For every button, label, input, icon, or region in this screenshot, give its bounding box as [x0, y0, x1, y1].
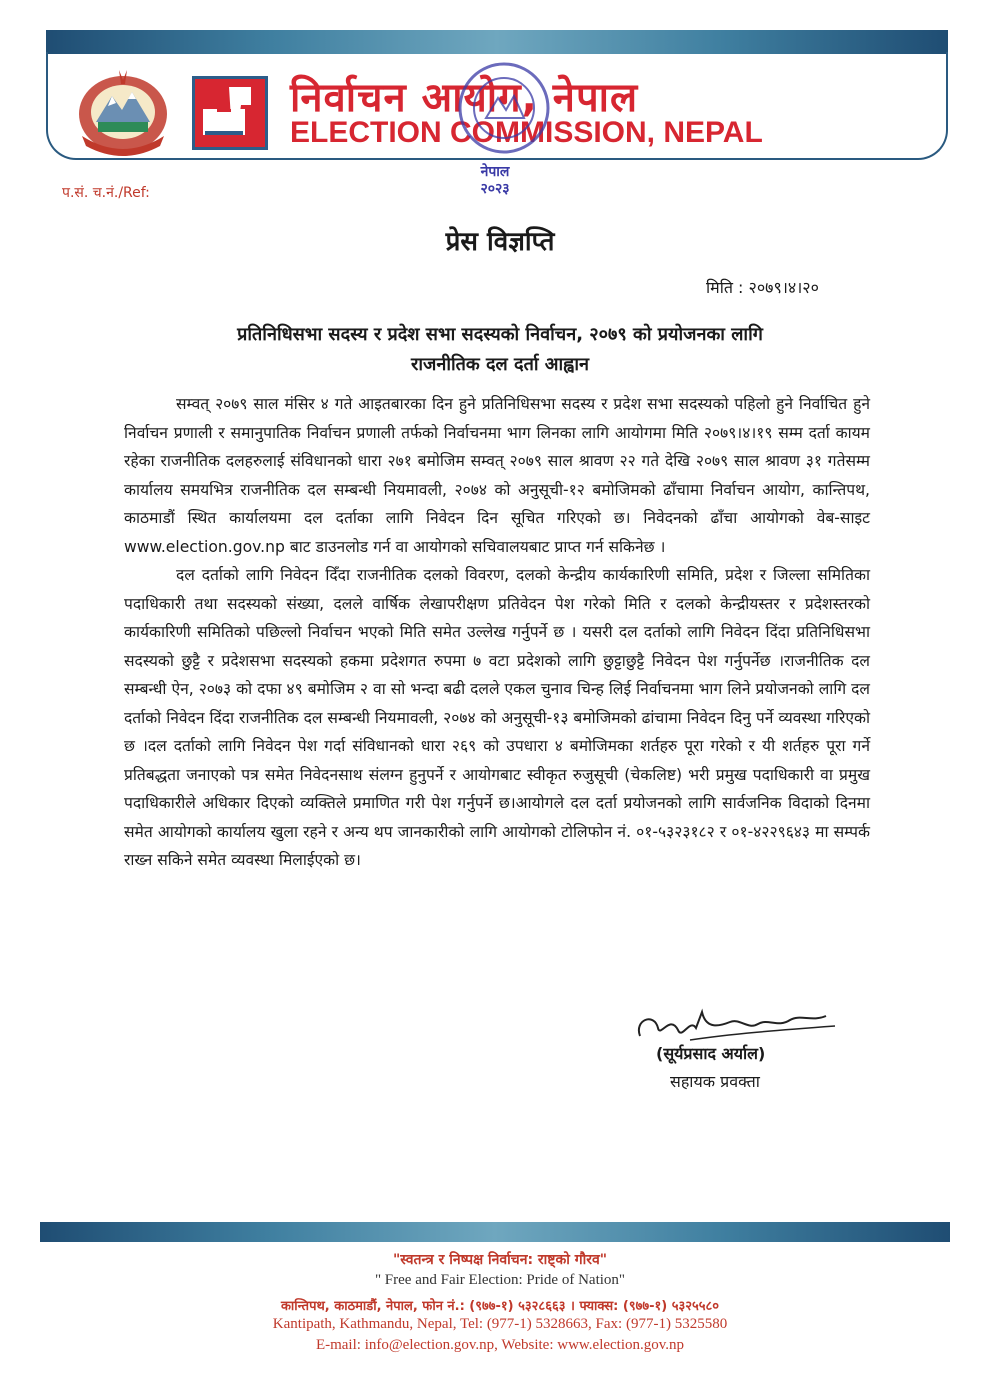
- reference-label: प.सं. च.नं./Ref:: [62, 185, 150, 201]
- footer-address-english: Kantipath, Kathmandu, Nepal, Tel: (977-1) 5328663, Fax: (977-1) 5325580: [272, 1316, 728, 1332]
- org-title-english: ELECTION COMMISSION, NEPAL: [290, 116, 763, 149]
- footer-contact: E-mail: info@election.gov.np, Website: www.election.gov.np: [315, 1337, 685, 1353]
- body-paragraph-2: दल दर्ताको लागि निवेदन दिँदा राजनीतिक दलको विवरण, दलको केन्द्रीय कार्यकारिणी समिति, प्रदेश र जिल्ला समितिका पदाधिकारी तथा सदस्यको संख्या, दलले वार्षिक लेखापरीक्षण प्रतिवेदन पेश गरेको मिति र दलको केन्द्रीयस्तर र प्रदेशस्तरको कार्यकारिणी समितिको पछिल्लो निर्वाचन भएको मिति समेत उल्लेख गर्नुपर्ने छ । यसरी दल दर्ताको लागि निवेदन दिंदा प्रतिनिधिसभा सदस्यको छुट्टै र प्रदेशसभा सदस्यको हकमा प्रदेशगत रुपमा ७ वटा प्रदेशको लागि छुट्टाछुट्टै निवेदन पेश गर्नुपर्नेछ ।राजनीतिक दल सम्बन्धी ऐन, २०७३ को दफा ४९ बमोजिम २ वा सो भन्दा बढी दलले एकल चुनाव चिन्ह लिई निर्वाचनमा भाग लिने प्रयोजनको लागि दल दर्ताको निवेदन दिंदा राजनीतिक दल सम्बन्धी नियमावली, २०७४ को अनुसूची-१३ बमोजिमको ढांचामा निवेदन दिनु पर्ने व्यवस्था गरिएको छ ।दल दर्ताको लागि निवेदन पेश गर्दा संविधानको धारा २६९ को उपधारा ४ बमोजिमका शर्तहरु पूरा गरेको र यी शर्तहरु पूरा गर्ने प्रतिबद्धता जनाएको पत्र समेत निवेदनसाथ संलग्न हुनुपर्ने र आयोगबाट स्वीकृत रुजुसूची (चेकलिष्ट) भरी प्रमुख पदाधिकारी वा प्रमुख पदाधिकारीले अधिकार दिएको व्यक्तिले प्रमाणित गरी पेश गर्नुपर्ने छ।आयोगले दल दर्ता प्रयोजनको लागि सार्वजनिक विदाको दिनमा समेत आयोगको कार्यालय खुला रहने र अन्य थप जानकारीको लागि आयोगको टोलिफोन नं. ०१-५३२३१८२ र ०१-४२२९६४३ मा सम्पर्क राख्न सकिने समेत व्यवस्था मिलाईएको छ।: [124, 566, 870, 869]
- signatory-title: सहायक प्रवक्ता: [670, 1072, 760, 1091]
- footer-motto-english: " Free and Fair Election: Pride of Nation": [374, 1272, 626, 1288]
- subject-line-1: प्रतिनिधिसभा सदस्य र प्रदेश सभा सदस्यको निर्वाचन, २०७९ को प्रयोजनका लागि: [237, 324, 763, 345]
- body-paragraph-1: सम्वत् २०७९ साल मंसिर ४ गते आइतबारका दिन हुने प्रतिनिधिसभा सदस्य र प्रदेश सभा सदस्यको पहिलो हुने निर्वाचित हुने निर्वाचन प्रणाली र समानुपातिक निर्वाचन प्रणाली तर्फको निर्वाचनमा भाग लिनका लागि आयोगमा मिति २०७९।४।१९ सम्म दर्ता कायम रहेका राजनीतिक दलहरुलाई संविधानको धारा २७१ बमोजिम सम्वत् २०७९ साल श्रावण २२ गते देखि २०७९ साल श्रावण ३१ गतेसम्म कार्यालय समयभित्र राजनीतिक दल सम्बन्धी नियमावली, २०७४ को अनुसूची-१२ बमोजिमको ढाँचामा निर्वाचन आयोग, कान्तिपथ, काठमाडौं स्थित कार्यालयमा दल दर्ताका लागि निवेदन दिन सूचित गरिएको छ। निवेदनको ढाँचा आयोगको वेब-साइट www.election.gov.np बाट डाउनलोड गर्न वा आयोगको सचिवालयबाट प्राप्त गर्न सकिनेछ ।: [124, 395, 870, 556]
- national-emblem-icon: [74, 66, 172, 156]
- body-text: [124, 390, 870, 875]
- seal-text: नेपाल २०२३: [480, 164, 510, 197]
- signatory-name: (सूर्यप्रसाद अर्याल): [656, 1044, 766, 1063]
- org-title-nepali: निर्वाचन आयोग, नेपाल: [290, 75, 639, 121]
- date-line: मिति : २०७९।४।२०: [706, 278, 819, 297]
- subject-block: [120, 320, 880, 380]
- page-title: प्रेस विज्ञप्ति: [445, 227, 555, 257]
- subject-line-2: राजनीतिक दल दर्ता आह्वान: [410, 354, 590, 375]
- footer-bar: [40, 1222, 950, 1242]
- footer-address-nepali: कान्तिपथ, काठमाडौं, नेपाल, फोन नं.: (९७७-१) ५३२८६६३ । फ्याक्स: (९७७-१) ५३२५५८०: [280, 1299, 720, 1314]
- footer-motto-nepali: "स्वतन्त्र र निष्पक्ष निर्वाचन: राष्ट्को गौरव": [392, 1252, 608, 1268]
- signature-icon: [630, 1000, 840, 1048]
- header-top-bar: [46, 30, 948, 54]
- official-seal-icon: [456, 60, 552, 156]
- election-commission-logo-icon: [192, 76, 268, 150]
